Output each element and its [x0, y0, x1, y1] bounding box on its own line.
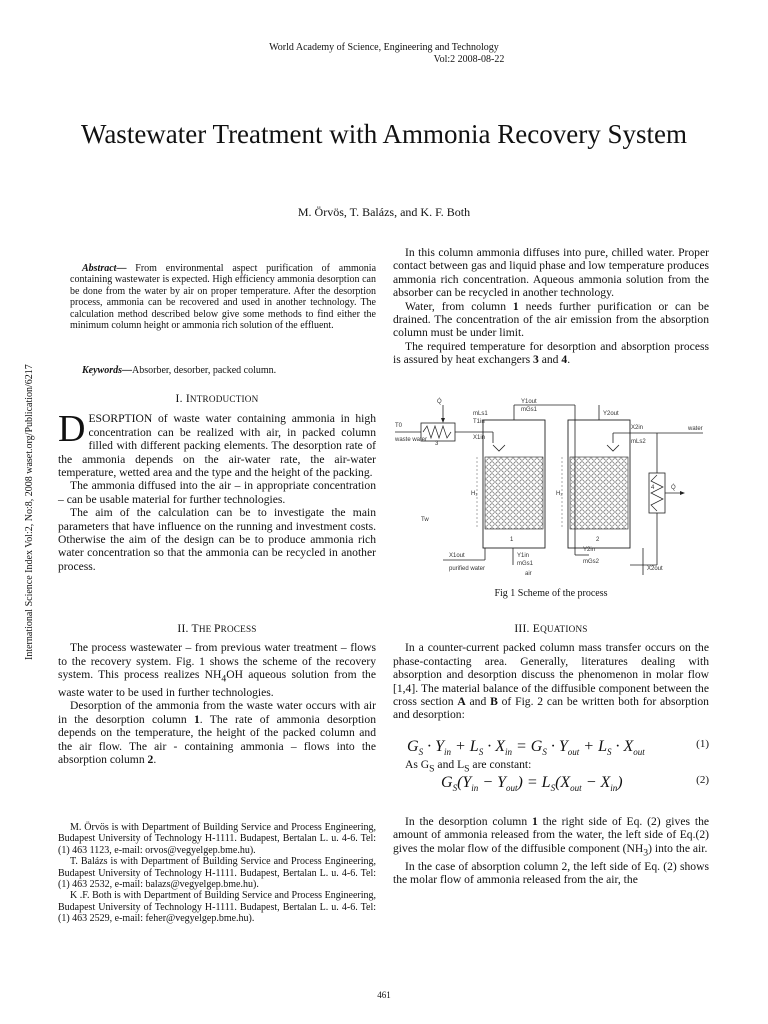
svg-text:Y1out: Y1out	[521, 399, 537, 405]
keywords	[70, 365, 376, 376]
right-column-bottom	[393, 815, 709, 886]
intro-p2: The ammonia diffused into the air – in appropriate concentration – can be usable material for further technologies.	[58, 479, 376, 506]
right-p3: The required temperature for desorption and absorption process is assured by heat exchangers 3 and 4.	[393, 339, 709, 367]
intro-p1-cap: ESORPTION	[88, 412, 153, 426]
paper-title: Wastewater Treatment with Ammonia Recovery System	[81, 119, 687, 149]
abstract-dash: —	[116, 263, 127, 274]
svg-text:Q̇: Q̇	[671, 485, 676, 491]
right-p1: In this column ammonia diffuses into pure, chilled water. Proper contact between gas and liquid phase and low temperature produces ammonia rich concentration. Aqueous ammonia solution from the absorber can be recycled in another technology.	[393, 246, 709, 300]
svg-text:mGs1: mGs1	[521, 407, 538, 413]
svg-text:Y2out: Y2out	[603, 411, 619, 417]
keywords-text: Absorber, desorber, packed column.	[132, 365, 277, 376]
page-number: 461	[377, 990, 391, 1000]
section-heading-process: II. THE PROCESS	[177, 622, 257, 635]
svg-text:4: 4	[651, 485, 655, 491]
process-p1: The process wastewater – from previous water treatment – flows to the recovery system. Fig. 1 shows the scheme of the recovery system. This process realizes $NH_4OH$ aqueous solution from the waste water to be used in further technologies.	[58, 641, 376, 699]
svg-text:H₂: H₂	[556, 491, 563, 497]
sidebar-index-text: International Science Index Vol:2, No:8, 2008 waset.org/Publication/6217	[24, 364, 35, 660]
abstract-label: Abstract	[82, 263, 117, 274]
process-p2: Desorption of the ammonia from the waste water occurs with air in the desorption column 1. The rate of ammonia desorption depends on the temperature, the height of the packed column and the air flow. The air - containing ammonia – flows into the absorption column 2.	[58, 699, 376, 766]
svg-text:2: 2	[596, 537, 600, 543]
keywords-dash: —	[122, 365, 132, 376]
svg-text:waste water: waste water	[395, 437, 428, 443]
paper-authors: M. Örvös, T. Balázs, and K. F. Both	[297, 205, 471, 219]
svg-text:Y1in: Y1in	[517, 553, 530, 559]
equations-section	[393, 622, 709, 800]
right-p2: Water, from column 1 needs further purification or can be drained. The concentration of the air emission from the absorption column must be under limit.	[393, 299, 709, 340]
section-heading-introduction: I. INTRODUCTION	[175, 392, 259, 405]
svg-text:X2out: X2out	[647, 566, 663, 572]
svg-text:Tw: Tw	[421, 517, 429, 523]
desorption-paragraph: In the desorption column 1 the right side of Eq. (2) gives the amount of ammonia released from the water, the left side of Eq.(2) gives the molar flow of the diffusible component $(NH_3)$ into the air.	[393, 815, 710, 859]
footnotes	[58, 822, 376, 925]
process-section	[58, 622, 376, 766]
svg-text:T0: T0	[395, 423, 403, 429]
svg-text:T1in: T1in	[473, 419, 485, 425]
svg-text:Q̇: Q̇	[437, 399, 442, 405]
intro-p1: of waste water containing ammonia in high concentration can be realized with air, in packed column filled with different packing elements. The desorption rate of the ammonia depends on the air-water rate, the air-water temperature, wetted area and the type and the height of the packing.	[58, 412, 376, 480]
svg-text:mGs2: mGs2	[583, 559, 600, 565]
footnote-1: M. Örvös is with Department of Building Service and Process Engineering, Budapest University of Technology H-1111. Budapest, Bertalan L. u. 4-6. Tel: (1) 463 1123, e-mail: orvos@vegyelgep.bme.hu).	[58, 822, 376, 856]
svg-text:mLs2: mLs2	[631, 439, 646, 445]
svg-text:X1out: X1out	[449, 553, 465, 559]
process-scheme-figure	[393, 395, 709, 580]
equation-1-number: (1)	[696, 737, 709, 750]
journal-volume: Vol:2 2008-08-22	[433, 54, 505, 65]
right-column-top	[393, 246, 709, 367]
svg-text:mGs1: mGs1	[517, 561, 534, 567]
constants-line: As $G_S$ and $L_S$ are constant:	[405, 757, 532, 775]
svg-text:X2in: X2in	[631, 425, 644, 431]
process-scheme-diagram	[393, 395, 709, 580]
svg-text:water: water	[688, 426, 703, 432]
svg-text:X1in: X1in	[473, 435, 486, 441]
dropcap: D	[58, 408, 86, 451]
equations-p1: In a counter-current packed column mass transfer occurs on the phase-contacting area. Generally, literatures dealing with absorption and desorption discuss the phenomenon in molar flow [1,4]. The material balance of the diffusible component between the cross section A and B of Fig. 2 can be written both for absorption and desorption:	[393, 641, 709, 722]
equation-1: $G_S \cdot Y_{in} + L_S \cdot X_{in} = G_S \cdot Y_{out} + L_S \cdot X_{out}$ (1)	[407, 737, 709, 758]
equation-2-number: (2)	[696, 773, 709, 786]
svg-text:1: 1	[510, 537, 514, 543]
journal-header	[0, 42, 768, 66]
equation-2: $G_S(Y_{in} - Y_{out}) = L_S(X_{out} - X_{in})$ (2)	[441, 773, 709, 793]
abstract-text: From environmental aspect purification of ammonia containing wastewater is expected. High efficiency ammonia desorption can be done from the water by air on proper temperature. After the desorption process, ammonia can be recovered and used in another technology. The calculation method described below give some methods to find either the minimum column height or ammonia rich solution of the effluent.	[70, 263, 377, 332]
svg-text:H₁: H₁	[471, 491, 478, 497]
introduction-section	[58, 392, 376, 573]
absorption-paragraph: In the case of absorption column 2, the left side of Eq. (2) shows the molar flow of ammonia released from the air, the	[393, 859, 709, 886]
intro-p3: The aim of the calculation can be to investigate the main parameters that have influence on the running and investment costs. Otherwise the aim of the design can be to produce ammonia rich water concentration so that the ammonia can be recycled in another process.	[58, 506, 376, 573]
svg-text:Y2in: Y2in	[583, 547, 596, 553]
section-heading-equations: III. EQUATIONS	[514, 622, 588, 635]
figure-caption: Fig 1 Scheme of the process	[494, 588, 608, 599]
svg-text:mLs1: mLs1	[473, 411, 488, 417]
footnote-2: T. Balázs is with Department of Building Service and Process Engineering, Budapest University of Technology H-1111. Budapest, Bertalan L. u. 4-6. Tel: (1) 463 2532, e-mail: balazs@vegyelgep.bme.hu).	[58, 856, 376, 891]
journal-name: World Academy of Science, Engineering and Technology	[269, 42, 499, 53]
svg-text:purified water: purified water	[449, 566, 486, 572]
svg-text:air: air	[525, 571, 532, 577]
footnote-3: K .F. Both is with Department of Building Service and Process Engineering, Budapest University of Technology H-1111. Budapest, Bertalan L. u. 4-6. Tel: (1) 463 2529, e-mail: feher@vegyelgep.bme.hu).	[58, 890, 376, 925]
svg-text:3: 3	[435, 441, 439, 447]
keywords-label: Keywords	[82, 365, 122, 376]
abstract	[70, 263, 376, 331]
